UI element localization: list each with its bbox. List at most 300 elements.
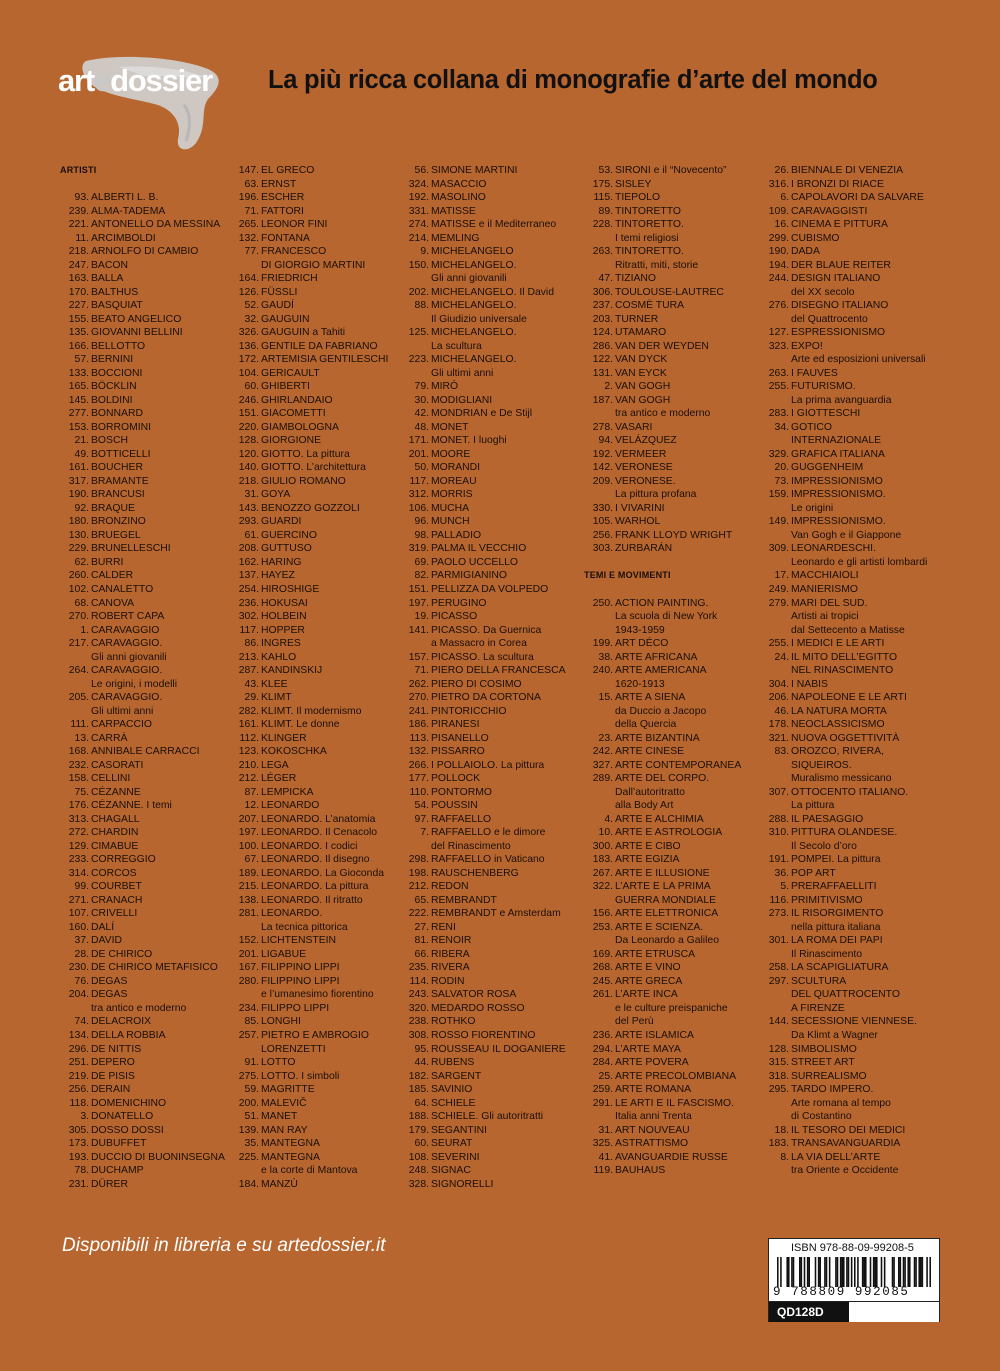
catalog-entry	[60, 786, 232, 800]
issue-number: 36.	[774, 867, 789, 879]
entry-subtitle: Gli anni giovanili	[431, 273, 507, 285]
issue-number: 132.	[408, 746, 429, 758]
entry-subtitle: DEL QUATTROCENTO	[791, 989, 900, 1001]
entry-title: DADA	[791, 246, 820, 258]
issue-number: 21.	[74, 435, 89, 447]
entry-title: TURNER	[615, 313, 659, 325]
entry-title: DELACROIX	[91, 1016, 152, 1028]
issue-number: 110.	[409, 786, 429, 798]
catalog-entry-subtitle	[584, 934, 756, 948]
entry-title: CANALETTO	[91, 583, 154, 595]
catalog-entry	[400, 934, 572, 948]
catalog-entry	[400, 813, 572, 827]
entry-title: ARTE E CIBO	[615, 840, 681, 852]
issue-number: 257.	[238, 1030, 259, 1041]
issue-number: 318.	[768, 1070, 789, 1082]
issue-number: 87.	[244, 786, 259, 798]
entry-title: ARTE PRECOLOMBIANA	[615, 1070, 737, 1082]
entry-subtitle: Muralismo messicano	[791, 773, 892, 785]
entry-title: L’ARTE MAYA	[615, 1043, 681, 1055]
issue-number: 92.	[74, 502, 89, 514]
issue-number: 192.	[408, 192, 429, 204]
issue-number: 218.	[68, 246, 89, 258]
product-code: QD128D	[769, 1302, 849, 1322]
issue-number: 261.	[592, 989, 613, 1001]
issue-number: 25.	[598, 1070, 613, 1082]
entry-title: REMBRANDT	[431, 894, 497, 906]
entry-subtitle: del XX secolo	[791, 286, 855, 298]
catalog-entry	[230, 907, 402, 921]
issue-number: 20.	[774, 462, 789, 474]
issue-number: 191.	[768, 854, 789, 866]
catalog-entry	[400, 205, 572, 219]
entry-title: GUGGENHEIM	[791, 462, 864, 474]
issue-number: 241.	[408, 705, 429, 717]
catalog-entry	[400, 853, 572, 867]
catalog-entry	[60, 245, 232, 259]
issue-number: 251.	[68, 1057, 89, 1069]
catalog-entry	[400, 921, 572, 935]
entry-title: IMPRESSIONISMO	[791, 475, 883, 487]
catalog-entry	[584, 529, 756, 543]
issue-number: 277.	[68, 408, 89, 420]
issue-number: 319.	[408, 543, 429, 555]
catalog-entry	[230, 583, 402, 597]
catalog-entry	[60, 1097, 232, 1111]
entry-subtitle: La scultura	[431, 340, 482, 352]
entry-subtitle: Artisti ai tropici	[791, 611, 859, 623]
issue-number: 196.	[238, 192, 259, 204]
issue-number: 118.	[69, 1097, 89, 1109]
catalog-entry	[230, 759, 402, 773]
catalog-entry	[584, 826, 756, 840]
issue-number: 272.	[68, 827, 89, 839]
entry-title: PISSARRO	[431, 746, 485, 758]
entry-title: MARI DEL SUD.	[791, 597, 868, 609]
catalog-entry-subtitle	[760, 313, 940, 327]
entry-title: VAN EYCK	[615, 367, 667, 379]
catalog-entry	[60, 1029, 232, 1043]
catalog-entry	[230, 705, 402, 719]
issue-number: 229.	[68, 543, 89, 555]
catalog-entry	[400, 556, 572, 570]
catalog-entry	[584, 1029, 756, 1043]
entry-title: KAHLO	[261, 651, 297, 663]
logo-text-e: e	[94, 63, 111, 98]
entry-title: GIOTTO. L’architettura	[261, 462, 366, 474]
entry-title: VAN DER WEYDEN	[615, 340, 709, 352]
catalog-entry	[400, 988, 572, 1002]
catalog-entry	[60, 394, 232, 408]
entry-subtitle: di Costantino	[791, 1111, 852, 1123]
issue-number: 23.	[598, 732, 613, 744]
entry-title: PIRANESI	[431, 719, 480, 731]
catalog-entry	[60, 732, 232, 746]
issue-number: 213.	[238, 651, 259, 663]
catalog-entry	[230, 610, 402, 624]
entry-title: ARTE A SIENA	[615, 692, 686, 704]
issue-number: 4.	[604, 813, 613, 825]
catalog-entry	[60, 542, 232, 556]
catalog-entry	[760, 232, 940, 246]
catalog-entry	[584, 380, 756, 394]
catalog-entry	[230, 691, 402, 705]
catalog-entry	[400, 732, 572, 746]
entry-title: CRANACH	[91, 894, 143, 906]
issue-number: 260.	[68, 570, 89, 582]
catalog-entry	[760, 448, 940, 462]
entry-subtitle: del Rinascimento	[431, 840, 511, 852]
catalog-entry	[230, 1083, 402, 1097]
entry-title: BASQUIAT	[91, 300, 143, 312]
entry-title: UTAMARO	[615, 327, 667, 339]
issue-number: 265.	[238, 219, 259, 231]
catalog-entry	[760, 178, 940, 192]
issue-number: 95.	[414, 1043, 429, 1055]
entry-title: DE CHIRICO	[91, 948, 153, 960]
entry-title: RENI	[431, 921, 456, 933]
catalog-entry	[230, 1070, 402, 1084]
issue-number: 126.	[238, 286, 259, 298]
catalog-entry-subtitle	[584, 259, 756, 273]
catalog-entry	[584, 1043, 756, 1057]
catalog-entry	[60, 597, 232, 611]
issue-number: 312.	[408, 489, 429, 501]
catalog-entry	[60, 259, 232, 273]
catalog-entry	[760, 691, 940, 705]
catalog-entry-subtitle	[584, 894, 756, 908]
catalog-entry	[400, 610, 572, 624]
catalog-entry	[60, 907, 232, 921]
issue-number: 158.	[68, 773, 89, 785]
issue-number: 183.	[768, 1138, 789, 1150]
entry-title: PELLIZZA DA VOLPEDO	[431, 583, 549, 595]
catalog-entry	[584, 461, 756, 475]
catalog-entry	[60, 1151, 232, 1165]
entry-title: ROTHKO	[431, 1016, 476, 1028]
entry-subtitle: Leonardo e gli artisti lombardi	[791, 556, 928, 568]
entry-subtitle: a Massacro in Corea	[431, 638, 527, 650]
entry-title: LEONARDESCHI.	[791, 543, 876, 555]
entry-title: REMBRANDT e Amsterdam	[431, 908, 561, 920]
entry-title: KLIMT	[261, 692, 292, 704]
issue-number: 42.	[414, 408, 429, 420]
catalog-entry	[584, 353, 756, 367]
catalog-entry	[60, 475, 232, 489]
issue-number: 170.	[68, 286, 89, 298]
catalog-entry	[400, 948, 572, 962]
issue-number: 19.	[414, 611, 429, 623]
issue-number: 253.	[592, 921, 613, 933]
issue-number: 117.	[409, 475, 429, 487]
catalog-entry	[760, 732, 940, 746]
catalog-entry	[760, 164, 940, 178]
entry-subtitle: I temi religiosi	[615, 232, 679, 244]
catalog-entry	[400, 745, 572, 759]
catalog-entry	[584, 313, 756, 327]
issue-number: 133.	[68, 367, 89, 379]
issue-number: 151.	[408, 583, 429, 595]
entry-title: MANET	[261, 1111, 298, 1123]
catalog-entry	[230, 1056, 402, 1070]
issue-number: 140.	[238, 462, 259, 474]
entry-title: CHARDIN	[91, 827, 139, 839]
catalog-entry	[760, 678, 940, 692]
entry-subtitle: LORENZETTI	[261, 1043, 326, 1055]
catalog-entry	[760, 259, 940, 273]
entry-title: MORRIS	[431, 489, 473, 501]
catalog-entry	[230, 948, 402, 962]
issue-number: 112.	[239, 732, 259, 744]
issue-number: 12.	[244, 800, 259, 812]
issue-number: 18.	[774, 1124, 789, 1136]
entry-subtitle: alla Body Art	[615, 800, 674, 812]
entry-title: MORANDI	[431, 462, 481, 474]
entry-title: NAPOLEONE E LE ARTI	[791, 692, 907, 704]
entry-subtitle: Gli anni giovanili	[91, 651, 167, 663]
entry-title: DAVID	[91, 935, 122, 947]
catalog-entry	[400, 232, 572, 246]
catalog-entry	[60, 934, 232, 948]
catalog-entry	[584, 867, 756, 881]
catalog-entry-subtitle	[760, 353, 940, 367]
availability-footer: Disponibili in libreria e su artedossier.it	[62, 1235, 386, 1256]
catalog-entry	[230, 218, 402, 232]
entry-title: ZURBARÁN	[615, 543, 673, 555]
entry-subtitle: del Quattrocento	[791, 313, 868, 325]
catalog-entry	[60, 1164, 232, 1178]
entry-title: SIGNAC	[431, 1165, 471, 1177]
issue-number: 15.	[598, 692, 613, 704]
entry-subtitle: DI GIORGIO MARTINI	[261, 259, 366, 271]
entry-subtitle: Il Giudizio universale	[431, 313, 527, 325]
entry-title: CARAVAGGIO	[91, 624, 160, 636]
entry-title: CINEMA E PITTURA	[791, 219, 888, 231]
entry-title: INGRES	[261, 638, 301, 650]
entry-title: VAN GOGH	[615, 394, 671, 406]
issue-number: 227.	[68, 300, 89, 312]
catalog-entry	[760, 1124, 940, 1138]
catalog-entry	[230, 1151, 402, 1165]
section-heading: ARTISTI	[60, 165, 97, 175]
issue-number: 24.	[774, 651, 789, 663]
entry-title: LE ARTI E IL FASCISMO.	[615, 1097, 734, 1109]
issue-number: 249.	[768, 583, 789, 595]
catalog-entry	[400, 907, 572, 921]
catalog-entry	[230, 542, 402, 556]
entry-title: ALMA-TADEMA	[91, 205, 166, 217]
entry-title: DUCCIO DI BUONINSEGNA	[91, 1151, 225, 1163]
logo-text-dossier: dossier	[110, 63, 212, 98]
issue-number: 255.	[768, 381, 789, 393]
entry-subtitle: nella pittura italiana	[791, 921, 881, 933]
catalog-entry	[60, 988, 232, 1002]
entry-title: KLEE	[261, 678, 288, 690]
issue-number: 201.	[408, 448, 429, 460]
catalog-entry	[584, 691, 756, 705]
issue-number: 301.	[768, 935, 789, 947]
catalog-entry	[400, 434, 572, 448]
entry-title: IL TESORO DEI MEDICI	[791, 1124, 906, 1136]
entry-title: HOLBEIN	[261, 611, 307, 623]
issue-number: 8.	[780, 1151, 789, 1163]
issue-number: 155.	[68, 313, 89, 325]
catalog-entry-subtitle	[400, 340, 572, 354]
catalog-entry-subtitle	[400, 840, 572, 854]
catalog-entry	[400, 286, 572, 300]
entry-title: OROZCO, RIVERA,	[791, 746, 884, 758]
catalog-entry	[230, 191, 402, 205]
catalog-entry	[60, 975, 232, 989]
entry-title: WARHOL	[615, 516, 661, 528]
catalog-entry	[584, 1070, 756, 1084]
entry-title: BRAMANTE	[91, 475, 149, 487]
issue-number: 263.	[768, 367, 789, 379]
entry-title: PERUGINO	[431, 597, 487, 609]
catalog-entry-subtitle	[584, 610, 756, 624]
catalog-entry	[400, 651, 572, 665]
entry-title: CANOVA	[91, 597, 135, 609]
catalog-entry	[230, 232, 402, 246]
entry-title: MUCHA	[431, 502, 470, 514]
catalog-column-4	[584, 164, 756, 1178]
catalog-entry	[400, 515, 572, 529]
entry-title: CORREGGIO	[91, 854, 156, 866]
issue-number: 60.	[414, 1138, 429, 1150]
entry-title: HOPPER	[261, 624, 305, 636]
issue-number: 217.	[68, 638, 89, 650]
entry-title: BAUHAUS	[615, 1165, 666, 1177]
issue-number: 184.	[238, 1178, 259, 1190]
issue-number: 234.	[238, 1002, 259, 1014]
entry-title: FUTURISMO.	[791, 381, 856, 393]
catalog-entry-subtitle	[760, 921, 940, 935]
entry-title: LICHTENSTEIN	[261, 935, 337, 947]
entry-title: RIBERA	[431, 948, 470, 960]
entry-subtitle: Da Klimt a Wagner	[791, 1030, 878, 1041]
catalog-entry	[400, 353, 572, 367]
issue-number: 204.	[68, 989, 89, 1001]
issue-number: 306.	[592, 286, 613, 298]
issue-number: 245.	[592, 975, 613, 987]
catalog-entry	[400, 880, 572, 894]
issue-number: 316.	[768, 178, 789, 190]
entry-title: SIGNORELLI	[431, 1178, 494, 1190]
entry-title: BRAQUE	[91, 502, 135, 514]
catalog-entry	[760, 1137, 940, 1151]
catalog-entry	[60, 813, 232, 827]
entry-title: BOLDINI	[91, 394, 133, 406]
entry-title: OTTOCENTO ITALIANO.	[791, 786, 909, 798]
entry-title: BURRI	[91, 556, 124, 568]
entry-subtitle: Italia anni Trenta	[615, 1111, 692, 1123]
entry-title: POMPEI. La pittura	[791, 854, 881, 866]
entry-title: BOUCHER	[91, 462, 143, 474]
entry-title: IMPRESSIONISMO.	[791, 489, 886, 501]
entry-title: SIMBOLISMO	[791, 1043, 857, 1055]
catalog-entry-subtitle	[584, 1002, 756, 1016]
catalog-entry	[760, 583, 940, 597]
catalog-entry-subtitle	[760, 286, 940, 300]
entry-title: VERONESE	[615, 462, 673, 474]
issue-number: 178.	[768, 719, 789, 731]
entry-title: LIGABUE	[261, 948, 307, 960]
entry-title: BERNINI	[91, 354, 134, 366]
issue-number: 5.	[780, 881, 789, 893]
entry-title: BALTHUS	[91, 286, 139, 298]
catalog-entry	[230, 664, 402, 678]
catalog-entry	[584, 205, 756, 219]
entry-subtitle: Arte romana al tempo	[791, 1097, 891, 1109]
issue-number: 256.	[592, 529, 613, 541]
entry-title: RAUSCHENBERG	[431, 867, 519, 879]
entry-title: IMPRESSIONISMO.	[791, 516, 886, 528]
issue-number: 286.	[592, 340, 613, 352]
entry-title: DUCHAMP	[91, 1165, 144, 1177]
issue-number: 313.	[68, 813, 89, 825]
issue-number: 255.	[768, 638, 789, 650]
entry-title: ARTE AFRICANA	[615, 651, 698, 663]
issue-number: 322.	[592, 881, 613, 893]
catalog-entry	[60, 759, 232, 773]
catalog-entry	[230, 718, 402, 732]
issue-number: 147.	[238, 165, 259, 176]
catalog-entry	[400, 786, 572, 800]
entry-title: GIACOMETTI	[261, 408, 326, 420]
entry-title: MALEVIČ	[261, 1097, 307, 1109]
catalog-entry	[60, 353, 232, 367]
entry-subtitle: e l’umanesimo fiorentino	[261, 989, 374, 1001]
entry-title: ARTE ROMANA	[615, 1084, 692, 1096]
entry-title: MICHELANGELO.	[431, 327, 517, 339]
issue-number: 282.	[238, 705, 259, 717]
entry-title: ARNOLFO DI CAMBIO	[91, 246, 199, 258]
issue-number: 138.	[238, 894, 259, 906]
logo-text-art: art	[58, 63, 95, 98]
catalog-entry	[400, 245, 572, 259]
catalog-entry	[400, 678, 572, 692]
catalog-entry	[230, 840, 402, 854]
catalog-entry	[584, 1137, 756, 1151]
issue-number: 27.	[414, 921, 429, 933]
catalog-entry	[60, 191, 232, 205]
entry-title: BOCCIONI	[91, 367, 143, 379]
catalog-entry	[584, 245, 756, 259]
catalog-entry	[230, 1110, 402, 1124]
catalog-entry	[60, 921, 232, 935]
issue-number: 221.	[68, 219, 89, 231]
catalog-entry	[760, 975, 940, 989]
issue-number: 17.	[774, 570, 789, 582]
entry-title: MIRÓ	[431, 381, 459, 393]
entry-title: ARTE ETRUSCA	[615, 948, 696, 960]
entry-title: PISANELLO	[431, 732, 489, 744]
catalog-entry	[760, 813, 940, 827]
issue-number: 67.	[244, 854, 259, 866]
issue-number: 34.	[774, 421, 789, 433]
catalog-entry	[584, 813, 756, 827]
entry-title: LEONARDO.	[261, 908, 323, 920]
issue-number: 203.	[592, 313, 613, 325]
issue-number: 331.	[408, 205, 429, 217]
entry-title: MONET. I luoghi	[431, 435, 507, 447]
catalog-entry-subtitle	[584, 1015, 756, 1029]
catalog-entry	[230, 880, 402, 894]
issue-number: 31.	[244, 489, 259, 501]
entry-title: HOKUSAI	[261, 597, 308, 609]
entry-title: MATISSE e il Mediterraneo	[431, 219, 557, 231]
issue-number: 129.	[68, 840, 89, 852]
